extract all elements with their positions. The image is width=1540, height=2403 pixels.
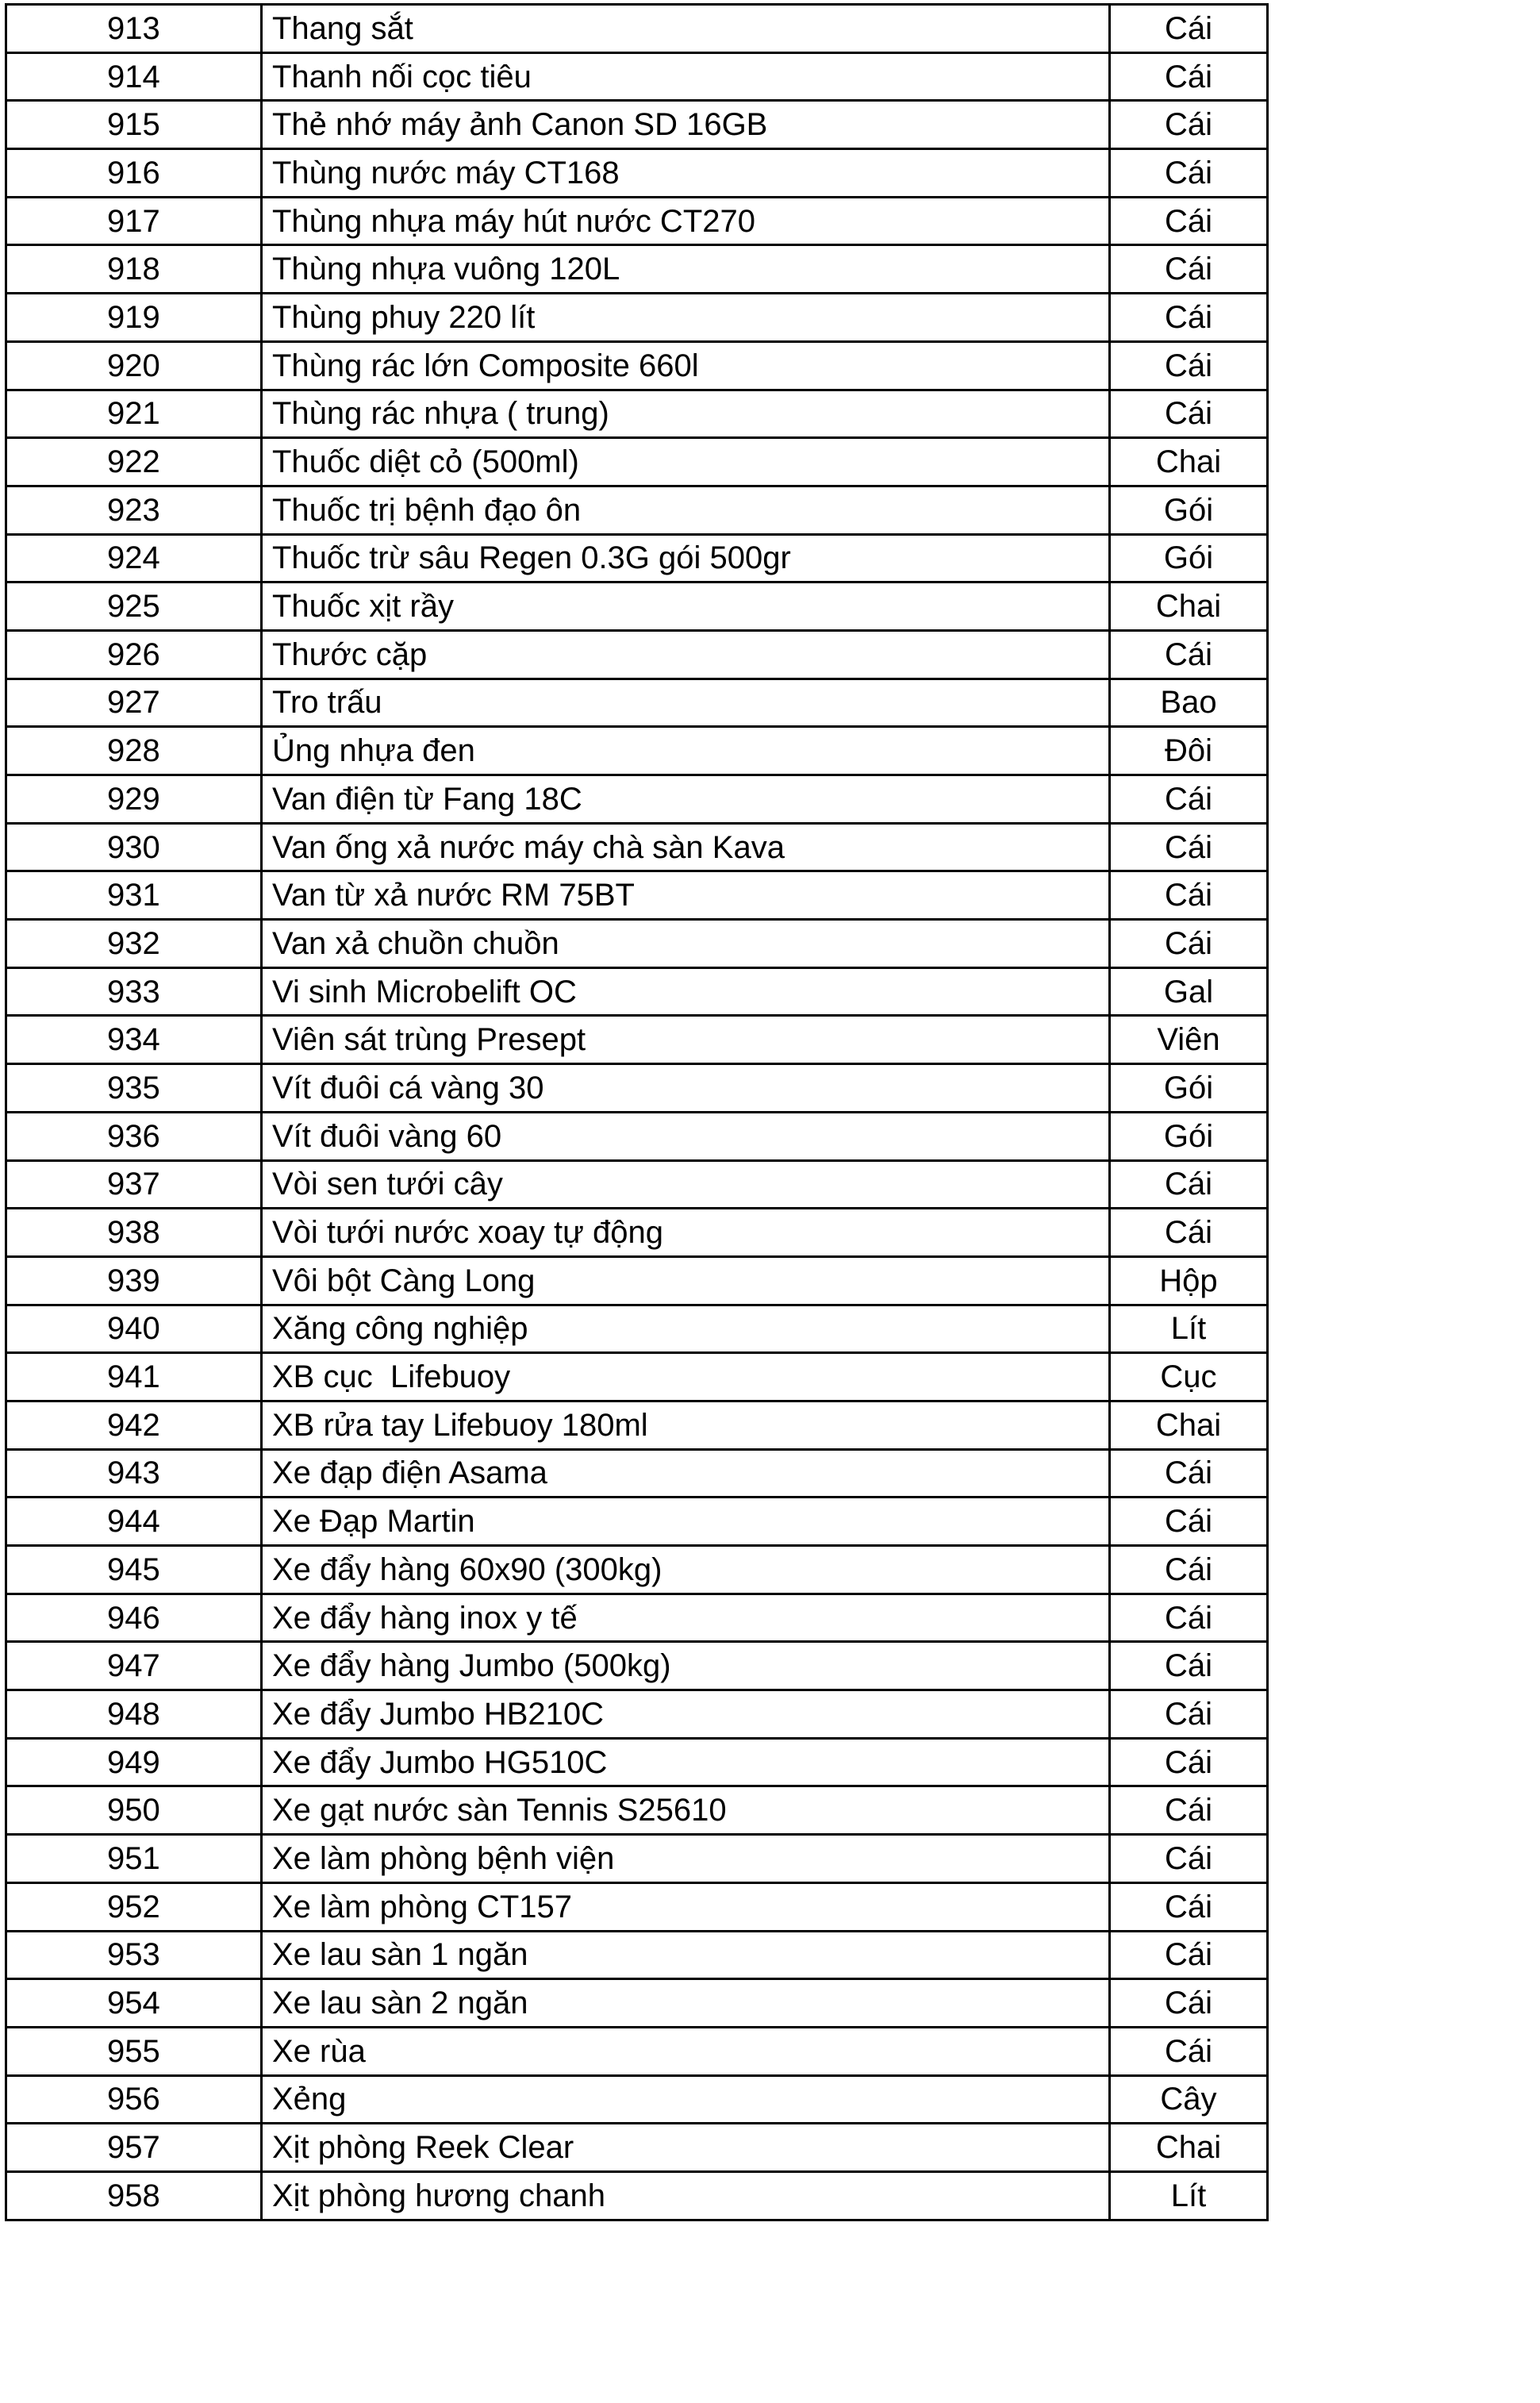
row-number-cell: 921 (6, 390, 262, 438)
row-number-cell: 934 (6, 1016, 262, 1064)
row-number-cell: 930 (6, 823, 262, 871)
row-number-cell: 914 (6, 52, 262, 101)
item-name-cell: Thùng nhựa máy hút nước CT270 (262, 197, 1110, 245)
unit-cell: Lít (1110, 1305, 1268, 1353)
unit-cell: Cái (1110, 197, 1268, 245)
row-number-cell: 923 (6, 486, 262, 534)
table-row (6, 1546, 1268, 1594)
row-number-cell: 933 (6, 967, 262, 1016)
item-name-cell: Xịt phòng Reek Clear (262, 2124, 1110, 2172)
table-row (6, 823, 1268, 871)
table-row (6, 486, 1268, 534)
table-row (6, 1979, 1268, 2028)
table-row (6, 1931, 1268, 1979)
unit-cell: Cục (1110, 1353, 1268, 1401)
row-number-cell: 937 (6, 1160, 262, 1209)
table-row (6, 967, 1268, 1016)
row-number-cell: 940 (6, 1305, 262, 1353)
unit-cell: Cái (1110, 1546, 1268, 1594)
item-name-cell: Thuốc trừ sâu Regen 0.3G gói 500gr (262, 534, 1110, 582)
row-number-cell: 941 (6, 1353, 262, 1401)
item-name-cell: Xăng công nghiệp (262, 1305, 1110, 1353)
table-row (6, 534, 1268, 582)
unit-cell: Cái (1110, 1979, 1268, 2028)
row-number-cell: 929 (6, 775, 262, 824)
row-number-cell: 953 (6, 1931, 262, 1979)
table-row (6, 1064, 1268, 1113)
unit-cell: Đôi (1110, 727, 1268, 775)
table-row (6, 2027, 1268, 2075)
unit-cell: Hộp (1110, 1256, 1268, 1305)
row-number-cell: 943 (6, 1449, 262, 1498)
unit-cell: Cái (1110, 1594, 1268, 1642)
row-number-cell: 916 (6, 149, 262, 198)
table-row (6, 582, 1268, 631)
unit-cell: Chai (1110, 582, 1268, 631)
table-row (6, 438, 1268, 486)
unit-cell: Cái (1110, 101, 1268, 149)
item-name-cell: Vôi bột Càng Long (262, 1256, 1110, 1305)
item-name-cell: Van xả chuồn chuồn (262, 920, 1110, 968)
item-name-cell: Ủng nhựa đen (262, 727, 1110, 775)
row-number-cell: 948 (6, 1690, 262, 1739)
row-number-cell: 924 (6, 534, 262, 582)
table-row (6, 727, 1268, 775)
unit-cell: Cái (1110, 871, 1268, 920)
item-name-cell: Thùng rác lớn Composite 660l (262, 341, 1110, 390)
item-name-cell: Xe lau sàn 2 ngăn (262, 1979, 1110, 2028)
row-number-cell: 932 (6, 920, 262, 968)
row-number-cell: 956 (6, 2075, 262, 2124)
row-number-cell: 922 (6, 438, 262, 486)
table-row (6, 1882, 1268, 1931)
row-number-cell: 928 (6, 727, 262, 775)
item-name-cell: Xe đẩy hàng Jumbo (500kg) (262, 1642, 1110, 1690)
item-name-cell: Xe lau sàn 1 ngăn (262, 1931, 1110, 1979)
table-row (6, 1835, 1268, 1883)
row-number-cell: 913 (6, 5, 262, 53)
item-name-cell: Vít đuôi vàng 60 (262, 1112, 1110, 1160)
unit-cell: Gói (1110, 1112, 1268, 1160)
row-number-cell: 920 (6, 341, 262, 390)
row-number-cell: 939 (6, 1256, 262, 1305)
unit-cell: Cái (1110, 1882, 1268, 1931)
row-number-cell: 944 (6, 1498, 262, 1546)
item-name-cell: Thang sắt (262, 5, 1110, 53)
unit-cell: Bao (1110, 679, 1268, 727)
item-name-cell: Thẻ nhớ máy ảnh Canon SD 16GB (262, 101, 1110, 149)
unit-cell: Chai (1110, 438, 1268, 486)
row-number-cell: 945 (6, 1546, 262, 1594)
unit-cell: Chai (1110, 2124, 1268, 2172)
unit-cell: Cái (1110, 1786, 1268, 1835)
row-number-cell: 927 (6, 679, 262, 727)
item-name-cell: Thuốc diệt cỏ (500ml) (262, 438, 1110, 486)
row-number-cell: 946 (6, 1594, 262, 1642)
item-name-cell: Xe Đạp Martin (262, 1498, 1110, 1546)
table-row (6, 679, 1268, 727)
item-name-cell: Thùng nước máy CT168 (262, 149, 1110, 198)
unit-cell: Gói (1110, 1064, 1268, 1113)
table-row (6, 1112, 1268, 1160)
table-row (6, 2075, 1268, 2124)
table-row (6, 5, 1268, 53)
unit-cell: Cái (1110, 2027, 1268, 2075)
unit-cell: Cái (1110, 1449, 1268, 1498)
unit-cell: Cái (1110, 5, 1268, 53)
item-name-cell: Xe đẩy Jumbo HB210C (262, 1690, 1110, 1739)
item-name-cell: Xe rùa (262, 2027, 1110, 2075)
item-name-cell: Vòi sen tưới cây (262, 1160, 1110, 1209)
item-table (5, 3, 1269, 2221)
row-number-cell: 957 (6, 2124, 262, 2172)
table-row (6, 245, 1268, 294)
item-name-cell: Viên sát trùng Presept (262, 1016, 1110, 1064)
unit-cell: Lít (1110, 2171, 1268, 2220)
item-name-cell: Xẻng (262, 2075, 1110, 2124)
item-name-cell: Thùng nhựa vuông 120L (262, 245, 1110, 294)
item-name-cell: Van từ xả nước RM 75BT (262, 871, 1110, 920)
table-row (6, 149, 1268, 198)
item-name-cell: XB rửa tay Lifebuoy 180ml (262, 1401, 1110, 1449)
row-number-cell: 919 (6, 294, 262, 342)
item-name-cell: Vít đuôi cá vàng 30 (262, 1064, 1110, 1113)
unit-cell: Cái (1110, 1931, 1268, 1979)
unit-cell: Gói (1110, 534, 1268, 582)
item-name-cell: Xe đẩy Jumbo HG510C (262, 1738, 1110, 1786)
unit-cell: Cái (1110, 390, 1268, 438)
row-number-cell: 950 (6, 1786, 262, 1835)
row-number-cell: 936 (6, 1112, 262, 1160)
row-number-cell: 925 (6, 582, 262, 631)
row-number-cell: 931 (6, 871, 262, 920)
row-number-cell: 955 (6, 2027, 262, 2075)
table-row (6, 390, 1268, 438)
row-number-cell: 938 (6, 1209, 262, 1257)
item-name-cell: Xịt phòng hương chanh (262, 2171, 1110, 2220)
row-number-cell: 949 (6, 1738, 262, 1786)
item-name-cell: Thùng phuy 220 lít (262, 294, 1110, 342)
table-row (6, 1209, 1268, 1257)
unit-cell: Cái (1110, 1738, 1268, 1786)
table-row (6, 1449, 1268, 1498)
table-row (6, 101, 1268, 149)
item-name-cell: Thuốc xịt rầy (262, 582, 1110, 631)
unit-cell: Cái (1110, 630, 1268, 679)
table-row (6, 1401, 1268, 1449)
table-row (6, 920, 1268, 968)
row-number-cell: 951 (6, 1835, 262, 1883)
row-number-cell: 942 (6, 1401, 262, 1449)
unit-cell: Viên (1110, 1016, 1268, 1064)
unit-cell: Cái (1110, 1160, 1268, 1209)
unit-cell: Cây (1110, 2075, 1268, 2124)
unit-cell: Cái (1110, 341, 1268, 390)
item-name-cell: Xe đạp điện Asama (262, 1449, 1110, 1498)
unit-cell: Cái (1110, 823, 1268, 871)
row-number-cell: 917 (6, 197, 262, 245)
table-row (6, 630, 1268, 679)
table-row (6, 1305, 1268, 1353)
unit-cell: Cái (1110, 1209, 1268, 1257)
unit-cell: Cái (1110, 920, 1268, 968)
table-row (6, 197, 1268, 245)
table-row (6, 2171, 1268, 2220)
item-name-cell: Thước cặp (262, 630, 1110, 679)
unit-cell: Gói (1110, 486, 1268, 534)
item-name-cell: Thanh nối cọc tiêu (262, 52, 1110, 101)
table-row (6, 1160, 1268, 1209)
table-row (6, 775, 1268, 824)
row-number-cell: 915 (6, 101, 262, 149)
table-row (6, 1256, 1268, 1305)
item-name-cell: Xe làm phòng CT157 (262, 1882, 1110, 1931)
unit-cell: Cái (1110, 1690, 1268, 1739)
table-row (6, 341, 1268, 390)
item-name-cell: Van điện từ Fang 18C (262, 775, 1110, 824)
unit-cell: Cái (1110, 1642, 1268, 1690)
table-row (6, 1498, 1268, 1546)
unit-cell: Cái (1110, 1835, 1268, 1883)
table-row (6, 1642, 1268, 1690)
table-row (6, 1786, 1268, 1835)
item-name-cell: Thùng rác nhựa ( trung) (262, 390, 1110, 438)
row-number-cell: 947 (6, 1642, 262, 1690)
unit-cell: Chai (1110, 1401, 1268, 1449)
item-name-cell: Xe đẩy hàng inox y tế (262, 1594, 1110, 1642)
table-row (6, 871, 1268, 920)
table-row (6, 1353, 1268, 1401)
item-name-cell: Van ống xả nước máy chà sàn Kava (262, 823, 1110, 871)
item-name-cell: Vi sinh Microbelift OC (262, 967, 1110, 1016)
item-table-body (6, 5, 1268, 2220)
unit-cell: Cái (1110, 294, 1268, 342)
unit-cell: Cái (1110, 149, 1268, 198)
item-name-cell: Xe làm phòng bệnh viện (262, 1835, 1110, 1883)
table-row (6, 1016, 1268, 1064)
row-number-cell: 926 (6, 630, 262, 679)
unit-cell: Cái (1110, 775, 1268, 824)
table-row (6, 2124, 1268, 2172)
item-name-cell: Tro trấu (262, 679, 1110, 727)
row-number-cell: 954 (6, 1979, 262, 2028)
unit-cell: Cái (1110, 1498, 1268, 1546)
unit-cell: Cái (1110, 245, 1268, 294)
item-name-cell: Xe đẩy hàng 60x90 (300kg) (262, 1546, 1110, 1594)
unit-cell: Cái (1110, 52, 1268, 101)
table-row (6, 1594, 1268, 1642)
item-name-cell: Vòi tưới nước xoay tự động (262, 1209, 1110, 1257)
item-name-cell: XB cục Lifebuoy (262, 1353, 1110, 1401)
table-row (6, 1738, 1268, 1786)
row-number-cell: 952 (6, 1882, 262, 1931)
item-name-cell: Thuốc trị bệnh đạo ôn (262, 486, 1110, 534)
unit-cell: Gal (1110, 967, 1268, 1016)
row-number-cell: 958 (6, 2171, 262, 2220)
row-number-cell: 935 (6, 1064, 262, 1113)
table-row (6, 294, 1268, 342)
row-number-cell: 918 (6, 245, 262, 294)
table-row (6, 52, 1268, 101)
item-name-cell: Xe gạt nước sàn Tennis S25610 (262, 1786, 1110, 1835)
table-row (6, 1690, 1268, 1739)
